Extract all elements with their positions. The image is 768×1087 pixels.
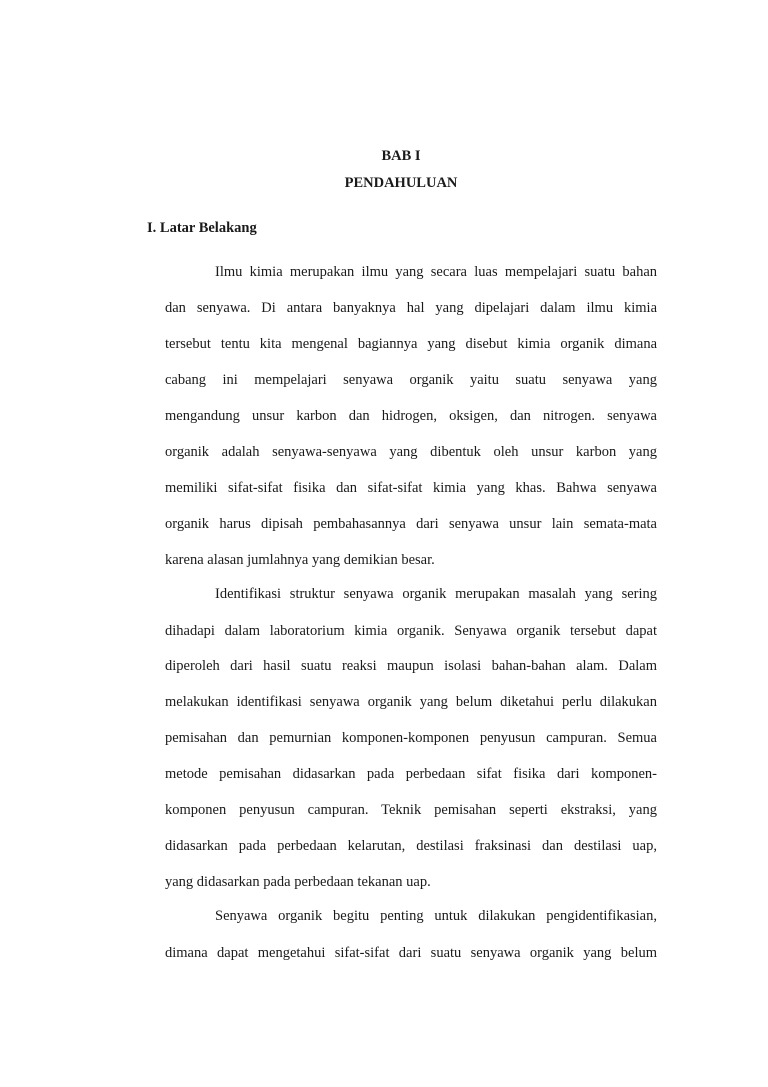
chapter-title: PENDAHULUAN [344, 175, 458, 191]
paragraph-line: karena alasan jumlahnya yang demikian besar. [165, 552, 435, 568]
chapter-number: BAB I [381, 148, 421, 164]
paragraph-line: cabang ini mempelajari senyawa organik yaitu suatu senyawa yang [165, 372, 657, 388]
paragraph-line: pemisahan dan pemurnian komponen-komponen penyusun campuran. Semua [165, 730, 657, 746]
paragraph-line: memiliki sifat-sifat fisika dan sifat-sifat kimia yang khas. Bahwa senyawa [165, 480, 657, 496]
paragraph-line: dihadapi dalam laboratorium kimia organik. Senyawa organik tersebut dapat [165, 623, 657, 639]
paragraph-line: mengandung unsur karbon dan hidrogen, oksigen, dan nitrogen. senyawa [165, 408, 657, 424]
paragraph-line: komponen penyusun campuran. Teknik pemisahan seperti ekstraksi, yang [165, 802, 657, 818]
paragraph-line: didasarkan pada perbedaan kelarutan, destilasi fraksinasi dan destilasi uap, [165, 838, 657, 854]
paragraph-line: organik harus dipisah pembahasannya dari senyawa unsur lain semata-mata [165, 516, 657, 532]
paragraph-line: organik adalah senyawa-senyawa yang dibentuk oleh unsur karbon yang [165, 444, 657, 460]
paragraph-line: dimana dapat mengetahui sifat-sifat dari suatu senyawa organik yang belum [165, 945, 657, 961]
paragraph-line: Ilmu kimia merupakan ilmu yang secara luas mempelajari suatu bahan [215, 264, 657, 280]
paragraph-line: metode pemisahan didasarkan pada perbedaan sifat fisika dari komponen- [165, 766, 657, 782]
paragraph-line: Identifikasi struktur senyawa organik merupakan masalah yang sering [215, 586, 657, 602]
paragraph-line: dan senyawa. Di antara banyaknya hal yang dipelajari dalam ilmu kimia [165, 300, 657, 316]
paragraph-line: melakukan identifikasi senyawa organik yang belum diketahui perlu dilakukan [165, 694, 657, 710]
paragraph-line: tersebut tentu kita mengenal bagiannya yang disebut kimia organik dimana [165, 336, 657, 352]
paragraph-line: Senyawa organik begitu penting untuk dilakukan pengidentifikasian, [215, 908, 657, 924]
paragraph-line: diperoleh dari hasil suatu reaksi maupun isolasi bahan-bahan alam. Dalam [165, 658, 657, 674]
section-heading: I. Latar Belakang [147, 220, 257, 236]
paragraph-line: yang didasarkan pada perbedaan tekanan uap. [165, 874, 431, 890]
